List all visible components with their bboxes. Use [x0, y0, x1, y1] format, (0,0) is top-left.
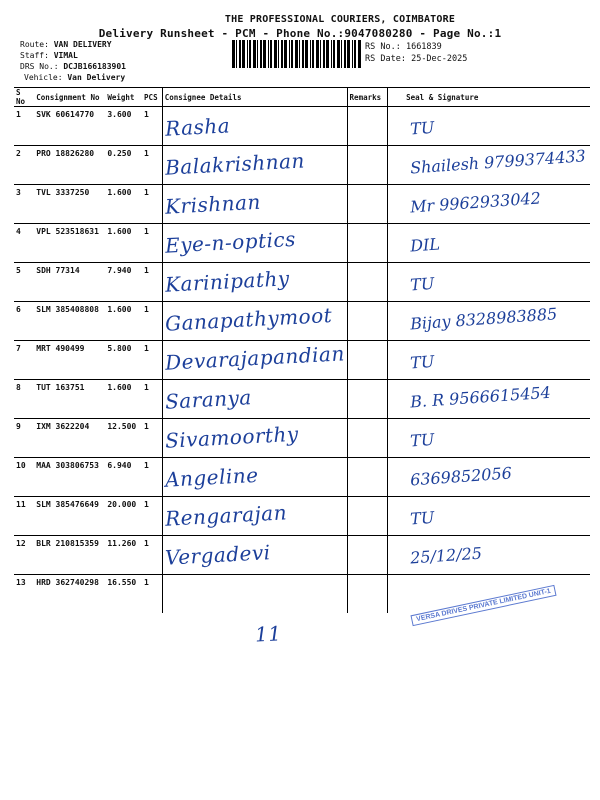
- row-sno: 3: [14, 185, 34, 224]
- drs-line: DRS No.: DCJB166183901: [20, 62, 126, 71]
- row-sno: 1: [14, 107, 34, 146]
- row-weight: 1.600: [105, 224, 142, 263]
- row-weight: 1.600: [105, 302, 142, 341]
- company-stamp: VERSA DRIVES PRIVATE LIMITED UNIT-1: [410, 585, 556, 626]
- row-pcs: 1: [142, 536, 162, 575]
- handwritten-consignee: Krishnan: [164, 189, 262, 219]
- col-consignment: Consignment No: [34, 88, 105, 107]
- handwritten-consignee: Balakrishnan: [164, 148, 306, 180]
- handwritten-consignee: Sivamoorthy: [164, 421, 299, 453]
- row-pcs: 1: [142, 263, 162, 302]
- table-row: [14, 341, 590, 380]
- row-pcs: 1: [142, 341, 162, 380]
- row-signature: [388, 497, 590, 536]
- table-row: [14, 575, 590, 614]
- handwritten-signature: 6369852056: [409, 463, 513, 490]
- row-remarks: [347, 575, 388, 614]
- row-consignee: [162, 146, 347, 185]
- row-sno: 8: [14, 380, 34, 419]
- barcode-icon: [232, 40, 362, 68]
- vehicle-line: Vehicle: Van Delivery: [24, 73, 126, 82]
- row-consignee: [162, 458, 347, 497]
- row-weight: 6.940: [105, 458, 142, 497]
- handwritten-signature: B. R 9566615454: [409, 382, 552, 412]
- handwritten-consignee: Saranya: [164, 385, 253, 414]
- row-weight: 1.600: [105, 185, 142, 224]
- row-signature: [388, 224, 590, 263]
- handwritten-signature: Shailesh 9799374433: [409, 146, 587, 178]
- row-remarks: [347, 146, 388, 185]
- row-consignee: [162, 536, 347, 575]
- row-weight: 20.000: [105, 497, 142, 536]
- handwritten-consignee: Ganapathymoot: [164, 302, 333, 336]
- row-remarks: [347, 536, 388, 575]
- staff-line: Staff: VIMAL: [20, 51, 78, 60]
- row-consignment-no: MAA 303806753: [34, 458, 105, 497]
- handwritten-mark: 11: [254, 621, 283, 647]
- row-signature: [388, 302, 590, 341]
- runsheet-table: [14, 87, 590, 613]
- row-pcs: 1: [142, 302, 162, 341]
- row-remarks: [347, 107, 388, 146]
- row-pcs: 1: [142, 575, 162, 614]
- rs-no-value: 1661839: [405, 42, 442, 52]
- row-consignee: [162, 497, 347, 536]
- row-signature: [388, 341, 590, 380]
- row-signature: [388, 185, 590, 224]
- row-sno: 10: [14, 458, 34, 497]
- col-weight: Weight: [105, 88, 142, 107]
- row-consignment-no: VPL 523518631: [34, 224, 105, 263]
- row-signature: [388, 458, 590, 497]
- runsheet-title: Delivery Runsheet - PCM - Phone No.:9047080280 - Page No.:1: [98, 27, 502, 40]
- col-sno: S No: [14, 88, 34, 107]
- handwritten-signature: TU: [409, 429, 436, 451]
- row-weight: 0.250: [105, 146, 142, 185]
- handwritten-consignee: Karinipathy: [164, 266, 290, 297]
- row-consignment-no: HRD 362740298: [36, 578, 99, 587]
- table-row: [14, 146, 590, 185]
- row-consignee: [162, 185, 347, 224]
- handwritten-consignee: Vergadevi: [164, 540, 271, 570]
- row-remarks: [347, 302, 388, 341]
- table-row: [14, 224, 590, 263]
- row-pcs: 1: [142, 458, 162, 497]
- vehicle-value: Van Delivery: [67, 73, 126, 82]
- row-consignment-no: IXM 3622204: [34, 419, 105, 458]
- row-sno: 11: [14, 497, 34, 536]
- handwritten-consignee: Angeline: [164, 462, 259, 492]
- handwritten-signature: [390, 575, 587, 589]
- row-pcs: 1: [142, 224, 162, 263]
- table-row: [14, 458, 590, 497]
- row-sno: 7: [14, 341, 34, 380]
- row-sno: 12: [14, 536, 34, 575]
- row-remarks: [347, 263, 388, 302]
- handwritten-signature: TU: [409, 351, 436, 373]
- row-consignment-no: SDH 77314: [34, 263, 105, 302]
- row-consignee: [162, 341, 347, 380]
- table-row: [14, 185, 590, 224]
- handwritten-signature: Mr 9962933042: [409, 188, 542, 217]
- row-consignee: [162, 107, 347, 146]
- row-remarks: [347, 458, 388, 497]
- handwritten-signature: Bijay 8328983885: [409, 304, 558, 334]
- row-weight: 3.600: [105, 107, 142, 146]
- row-remarks: [347, 224, 388, 263]
- handwritten-consignee: [165, 575, 345, 584]
- handwritten-consignee: Eye-n-optics: [164, 226, 297, 258]
- col-pcs: PCS: [142, 88, 162, 107]
- staff-value: VIMAL: [53, 51, 78, 60]
- col-consignee: Consignee Details: [162, 88, 347, 107]
- rs-no-line: RS No.: 1661839: [365, 42, 442, 52]
- table-row: [14, 107, 590, 146]
- handwritten-signature: TU: [409, 507, 436, 529]
- row-consignee: [162, 575, 347, 614]
- row-remarks: [347, 497, 388, 536]
- row-signature: [388, 146, 590, 185]
- col-signature: Seal & Signature: [388, 88, 590, 107]
- row-consignment-no: SLM 385408808: [34, 302, 105, 341]
- row-signature: [388, 107, 590, 146]
- handwritten-signature: DIL: [409, 234, 441, 256]
- table-row: [14, 536, 590, 575]
- row-signature: [388, 380, 590, 419]
- row-pcs: 1: [142, 185, 162, 224]
- row-sno: 5: [14, 263, 34, 302]
- row-weight: 12.500: [105, 419, 142, 458]
- row-remarks: [347, 419, 388, 458]
- row-pcs: 1: [142, 497, 162, 536]
- row-consignment-no: PRO 18826280: [34, 146, 105, 185]
- handwritten-signature: TU: [409, 117, 436, 139]
- row-pcs: 1: [142, 146, 162, 185]
- table-row: [14, 263, 590, 302]
- handwritten-consignee: Rengarajan: [164, 500, 288, 531]
- company-name: THE PROFESSIONAL COURIERS, COIMBATORE: [224, 14, 456, 25]
- table-row: [14, 497, 590, 536]
- row-consignment-no: TVL 3337250: [34, 185, 105, 224]
- row-pcs: 1: [142, 380, 162, 419]
- drs-value: DCJB166183901: [63, 62, 126, 71]
- row-signature: [388, 263, 590, 302]
- row-weight: 7.940: [105, 263, 142, 302]
- row-consignee: [162, 380, 347, 419]
- row-consignee: [162, 419, 347, 458]
- handwritten-signature: 25/12/25: [409, 543, 483, 568]
- row-consignment-no: SVK 60614770: [34, 107, 105, 146]
- route-value: VAN DELIVERY: [53, 40, 112, 49]
- handwritten-consignee: Rasha: [164, 113, 231, 141]
- row-signature: [388, 536, 590, 575]
- handwritten-consignee: Devarajapandian: [164, 341, 346, 375]
- row-weight: 5.800: [105, 341, 142, 380]
- handwritten-signature: TU: [409, 273, 436, 295]
- route-line: Route: VAN DELIVERY: [20, 40, 112, 49]
- row-sno: 4: [14, 224, 34, 263]
- row-remarks: [347, 185, 388, 224]
- rs-date-line: RS Date: 25-Dec-2025: [365, 54, 468, 64]
- row-consignment-no: BLR 210815359: [34, 536, 105, 575]
- row-consignment-no: SLM 385476649: [34, 497, 105, 536]
- row-sno: 2: [14, 146, 34, 185]
- row-weight: 11.260: [105, 536, 142, 575]
- table-row: [14, 380, 590, 419]
- row-consignee: [162, 224, 347, 263]
- row-pcs: 1: [142, 419, 162, 458]
- rs-date-value: 25-Dec-2025: [411, 54, 468, 64]
- table-header-row: [14, 88, 590, 107]
- table-row: [14, 419, 590, 458]
- row-remarks: [347, 380, 388, 419]
- row-consignment-no: TUT 163751: [34, 380, 105, 419]
- row-weight: 16.550: [107, 578, 137, 587]
- row-sno: 13: [16, 578, 26, 587]
- row-weight: 1.600: [105, 380, 142, 419]
- row-consignee: [162, 302, 347, 341]
- row-sno: 9: [14, 419, 34, 458]
- table-row: [14, 302, 590, 341]
- row-consignee: [162, 263, 347, 302]
- row-remarks: [347, 341, 388, 380]
- row-signature: [388, 419, 590, 458]
- row-sno: 6: [14, 302, 34, 341]
- col-remarks: Remarks: [347, 88, 388, 107]
- row-pcs: 1: [142, 107, 162, 146]
- row-consignment-no: MRT 490499: [34, 341, 105, 380]
